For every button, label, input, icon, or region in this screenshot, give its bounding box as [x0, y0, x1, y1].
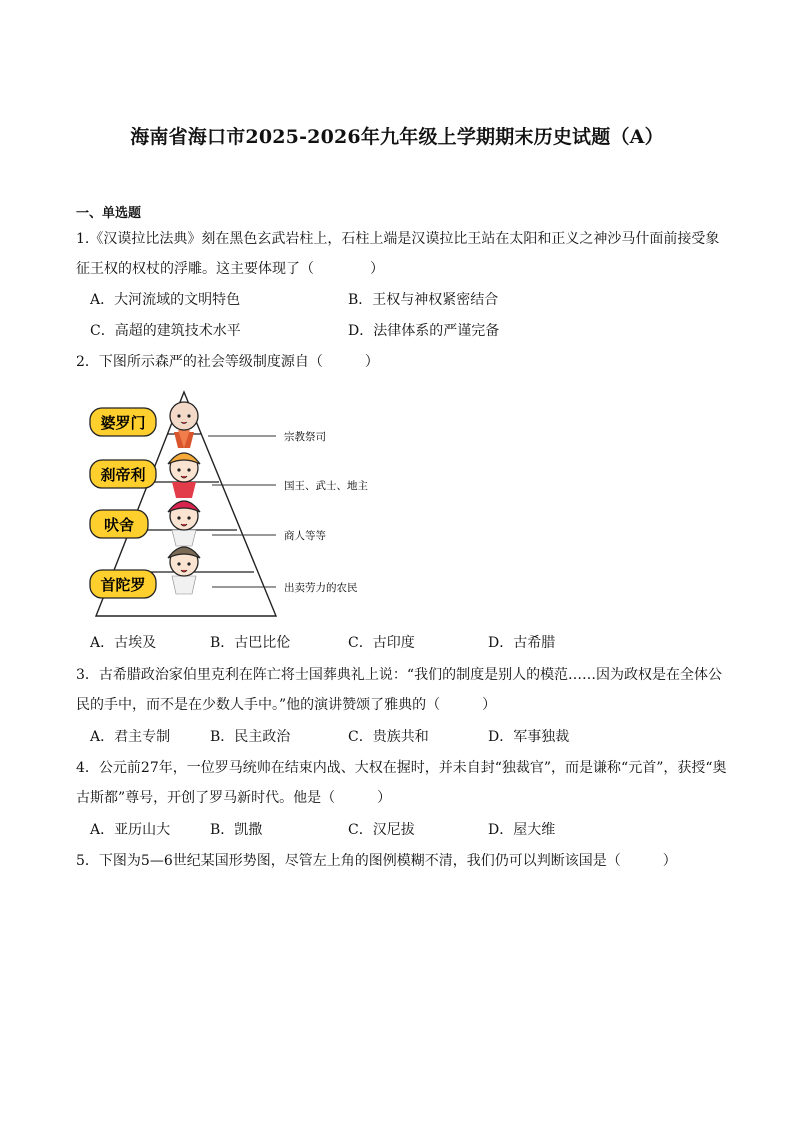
q1-stem-line2: 征王权的权杖的浮雕。这主要体现了（ ）	[76, 261, 384, 277]
q4-option-b[interactable]: B．凯撒	[210, 822, 263, 838]
tier-3-desc: 商人等等	[284, 530, 326, 542]
q3-stem-line2: 民的手中，而不是在少数人手中。”他的演讲赞颂了雅典的（ ）	[76, 697, 497, 713]
q4-stem-line2: 古斯都”尊号，开创了罗马新时代。他是（ ）	[76, 790, 392, 806]
q1-option-d[interactable]: D．法律体系的严谨完备	[348, 323, 500, 339]
page-title: 海南省海口市2025-2026年九年级上学期期末历史试题（A）	[130, 126, 664, 148]
section-heading: 一、单选题	[76, 206, 142, 221]
tier-3-name: 吠舍	[103, 516, 135, 534]
q4-option-a[interactable]: A．亚历山大	[90, 822, 171, 838]
brahmin-figure-icon	[170, 402, 198, 448]
vaishya-figure-icon	[168, 501, 200, 546]
q4-stem-line1: 4．公元前27年，一位罗马统帅在结束内战、大权在握时，并未自封“独裁官”，而是谦称“元首”，获授“奥	[76, 760, 727, 776]
tier-4-name: 首陀罗	[100, 576, 146, 594]
q2-stem-line1: 2．下图所示森严的社会等级制度源自（ ）	[76, 354, 379, 370]
q2-option-d[interactable]: D．古希腊	[488, 635, 556, 651]
q5-stem-line1: 5．下图为5—6世纪某国形势图，尽管左上角的图例模糊不清，我们仍可以判断该国是（ ）	[76, 853, 677, 869]
q3-option-a[interactable]: A．君主专制	[90, 729, 171, 745]
q3-option-d[interactable]: D．军事独裁	[488, 729, 570, 745]
caste-pyramid-figure	[88, 390, 388, 620]
q3-option-c[interactable]: C．贵族共和	[348, 729, 429, 745]
tier-2-desc: 国王、武士、地主	[284, 480, 368, 492]
tier-1-desc: 宗教祭司	[284, 431, 326, 443]
q2-option-a[interactable]: A．古埃及	[90, 635, 157, 651]
q1-stem-line1: 1.《汉谟拉比法典》刻在黑色玄武岩柱上，石柱上端是汉谟拉比王站在太阳和正义之神沙马什面前接受象	[76, 231, 720, 247]
tier-4-desc: 出卖劳力的农民	[284, 582, 358, 594]
q2-option-c[interactable]: C．古印度	[348, 635, 415, 651]
q3-option-b[interactable]: B．民主政治	[210, 729, 291, 745]
q1-option-a[interactable]: A．大河流域的文明特色	[90, 292, 241, 308]
q2-option-b[interactable]: B．古巴比伦	[210, 635, 291, 651]
shudra-figure-icon	[168, 547, 200, 594]
q1-option-b[interactable]: B．王权与神权紧密结合	[348, 292, 499, 308]
q4-option-c[interactable]: C．汉尼拔	[348, 822, 415, 838]
q1-option-c[interactable]: C．高超的建筑技术水平	[90, 323, 241, 339]
kshatriya-figure-icon	[168, 453, 200, 498]
tier-2-name: 刹帝利	[100, 466, 146, 484]
q3-stem-line1: 3．古希腊政治家伯里克利在阵亡将士国葬典礼上说：“我们的制度是别人的模范……因为政权是在全体公	[76, 667, 723, 683]
q4-option-d[interactable]: D．屋大维	[488, 822, 556, 838]
tier-1-name: 婆罗门	[100, 414, 146, 432]
